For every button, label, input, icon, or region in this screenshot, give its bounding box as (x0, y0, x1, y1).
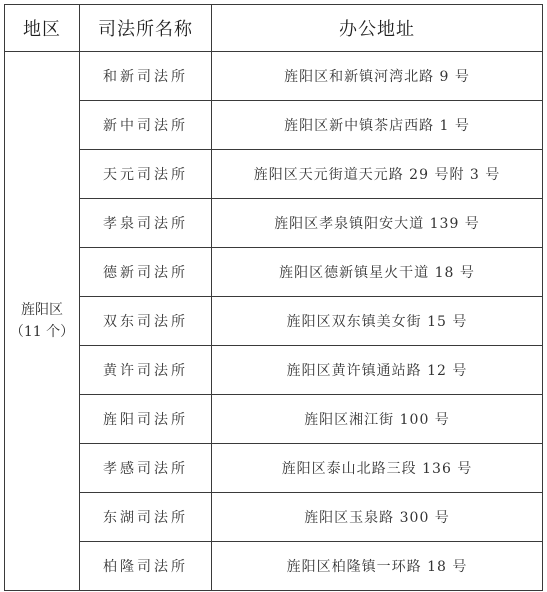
table-row (5, 493, 543, 542)
header-office-name: 司法所名称 (80, 5, 212, 52)
office-address-cell: 旌阳区泰山北路三段 136 号 (212, 444, 543, 493)
office-name-cell: 天元司法所 (80, 150, 212, 199)
judicial-office-table (4, 4, 543, 591)
office-name-cell: 黄许司法所 (80, 346, 212, 395)
office-address-cell: 旌阳区黄许镇通站路 12 号 (212, 346, 543, 395)
office-address-cell: 旌阳区天元街道天元路 29 号附 3 号 (212, 150, 543, 199)
office-address-cell: 旌阳区新中镇茶店西路 1 号 (212, 101, 543, 150)
header-address: 办公地址 (212, 5, 543, 52)
office-address-cell: 旌阳区德新镇星火干道 18 号 (212, 248, 543, 297)
table-row (5, 150, 543, 199)
table-row (5, 346, 543, 395)
table-row (5, 395, 543, 444)
office-name-cell: 和新司法所 (80, 52, 212, 101)
office-name-cell: 东湖司法所 (80, 493, 212, 542)
office-address-cell: 旌阳区双东镇美女街 15 号 (212, 297, 543, 346)
office-address-cell: 旌阳区孝泉镇阳安大道 139 号 (212, 199, 543, 248)
header-region: 地区 (5, 5, 80, 52)
office-address-cell: 旌阳区柏隆镇一环路 18 号 (212, 542, 543, 591)
table-row (5, 101, 543, 150)
table-row (5, 297, 543, 346)
office-name-cell: 德新司法所 (80, 248, 212, 297)
table-row (5, 248, 543, 297)
region-name: 旌阳区 (21, 302, 63, 318)
office-name-cell: 双东司法所 (80, 297, 212, 346)
table-row (5, 199, 543, 248)
office-address-cell: 旌阳区和新镇河湾北路 9 号 (212, 52, 543, 101)
table-body (5, 52, 543, 591)
office-name-cell: 旌阳司法所 (80, 395, 212, 444)
office-name-cell: 孝感司法所 (80, 444, 212, 493)
region-count: （11 个） (9, 324, 75, 340)
office-address-cell: 旌阳区玉泉路 300 号 (212, 493, 543, 542)
office-address-cell: 旌阳区湘江街 100 号 (212, 395, 543, 444)
office-name-cell: 新中司法所 (80, 101, 212, 150)
region-cell (5, 52, 80, 591)
table-row (5, 444, 543, 493)
table-row (5, 52, 543, 101)
header-row (5, 5, 543, 52)
table-row (5, 542, 543, 591)
office-name-cell: 柏隆司法所 (80, 542, 212, 591)
office-name-cell: 孝泉司法所 (80, 199, 212, 248)
